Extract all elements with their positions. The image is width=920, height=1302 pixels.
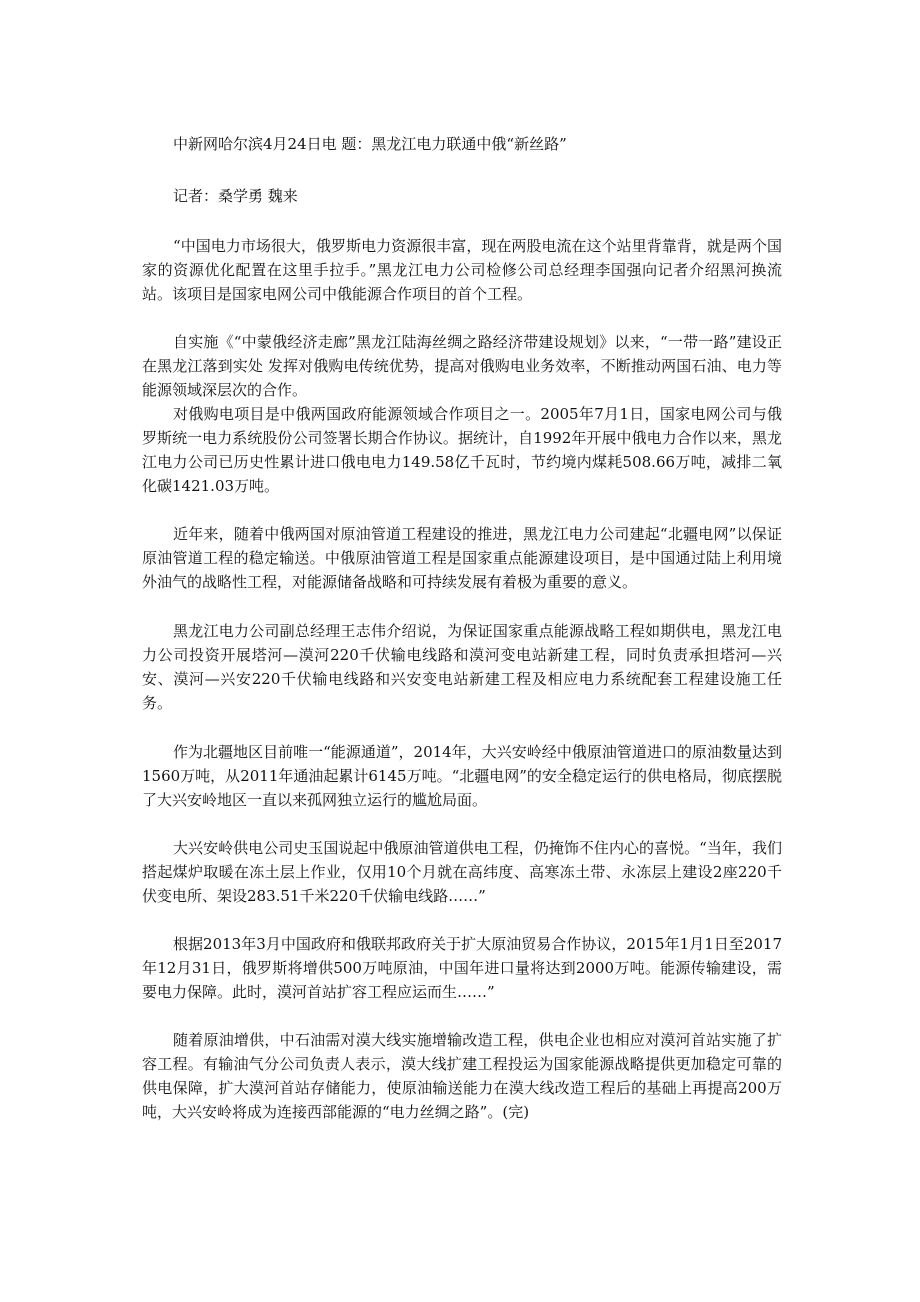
paragraph-5: 黑龙江电力公司副总经理王志伟介绍说，为保证国家重点能源战略工程如期供电，黑龙江电力公司投资开展塔河—漠河220千伏输电线路和漠河变电站新建工程，同时负责承担塔河—兴安、漠河—兴安220千伏输电线路和兴安变电站新建工程及相应电力系统配套工程建设施工任务。 [142, 622, 782, 712]
paragraph-8: 根据2013年3月中国政府和俄联邦政府关于扩大原油贸易合作协议，2015年1月1日至2017年12月31日，俄罗斯将增供500万吨原油，中国年进口量将达到2000万吨。能源传输建设，需要电力保障。此时，漠河首站扩容工程应运而生……” [142, 935, 782, 1001]
reporter-byline: 记者：桑学勇 魏来 [173, 187, 298, 205]
paragraph-1: “中国电力市场很大，俄罗斯电力资源很丰富，现在两股电流在这个站里背靠背，就是两个国家的资源优化配置在这里手拉手。”黑龙江电力公司检修公司总经理李国强向记者介绍黑河换流站。该项目是国家电网公司中俄能源合作项目的首个工程。 [142, 237, 782, 303]
paragraph-2: 自实施《“中蒙俄经济走廊”黑龙江陆海丝绸之路经济带建设规划》以来，“一带一路”建设正在黑龙江落到实处 发挥对俄购电传统优势，提高对俄购电业务效率，不断推动两国石油、电力等能源领域深层次的合作。 [142, 333, 782, 399]
paragraph-4: 近年来，随着中俄两国对原油管道工程建设的推进，黑龙江电力公司建起“北疆电网”以保证原油管道工程的稳定输送。中俄原油管道工程是国家重点能源建设项目，是中国通过陆上利用境外油气的战略性工程，对能源储备战略和可持续发展有着极为重要的意义。 [142, 525, 782, 591]
paragraph-3: 对俄购电项目是中俄两国政府能源领域合作项目之一。2005年7月1日，国家电网公司与俄罗斯统一电力系统股份公司签署长期合作协议。据统计，自1992年开展中俄电力合作以来，黑龙江电力公司已历史性累计进口俄电电力149.58亿千瓦时，节约境内煤耗508.66万吨，减排二氧化碳1421.03万吨。 [142, 405, 782, 495]
paragraph-7: 大兴安岭供电公司史玉国说起中俄原油管道供电工程，仍掩饰不住内心的喜悦。“当年，我们搭起煤炉取暖在冻土层上作业，仅用10个月就在高纬度、高寒冻土带、永冻层上建设2座220千伏变电所、架设283.51千米220千伏输电线路……” [142, 839, 782, 905]
dateline-title: 中新网哈尔滨4月24日电 题：黑龙江电力联通中俄“新丝路” [173, 135, 567, 153]
paragraph-9: 随着原油增供，中石油需对漠大线实施增输改造工程，供电企业也相应对漠河首站实施了扩容工程。有输油气分公司负责人表示，漠大线扩建工程投运为国家能源战略提供更加稳定可靠的供电保障，扩大漠河首站存储能力，使原油输送能力在漠大线改造工程后的基础上再提高200万吨，大兴安岭将成为连接西部能源的“电力丝绸之路”。(完) [142, 1031, 782, 1121]
paragraph-6: 作为北疆地区目前唯一“能源通道”，2014年，大兴安岭经中俄原油管道进口的原油数量达到1560万吨，从2011年通油起累计6145万吨。“北疆电网”的安全稳定运行的供电格局，彻底摆脱了大兴安岭地区一直以来孤网独立运行的尴尬局面。 [142, 743, 782, 809]
